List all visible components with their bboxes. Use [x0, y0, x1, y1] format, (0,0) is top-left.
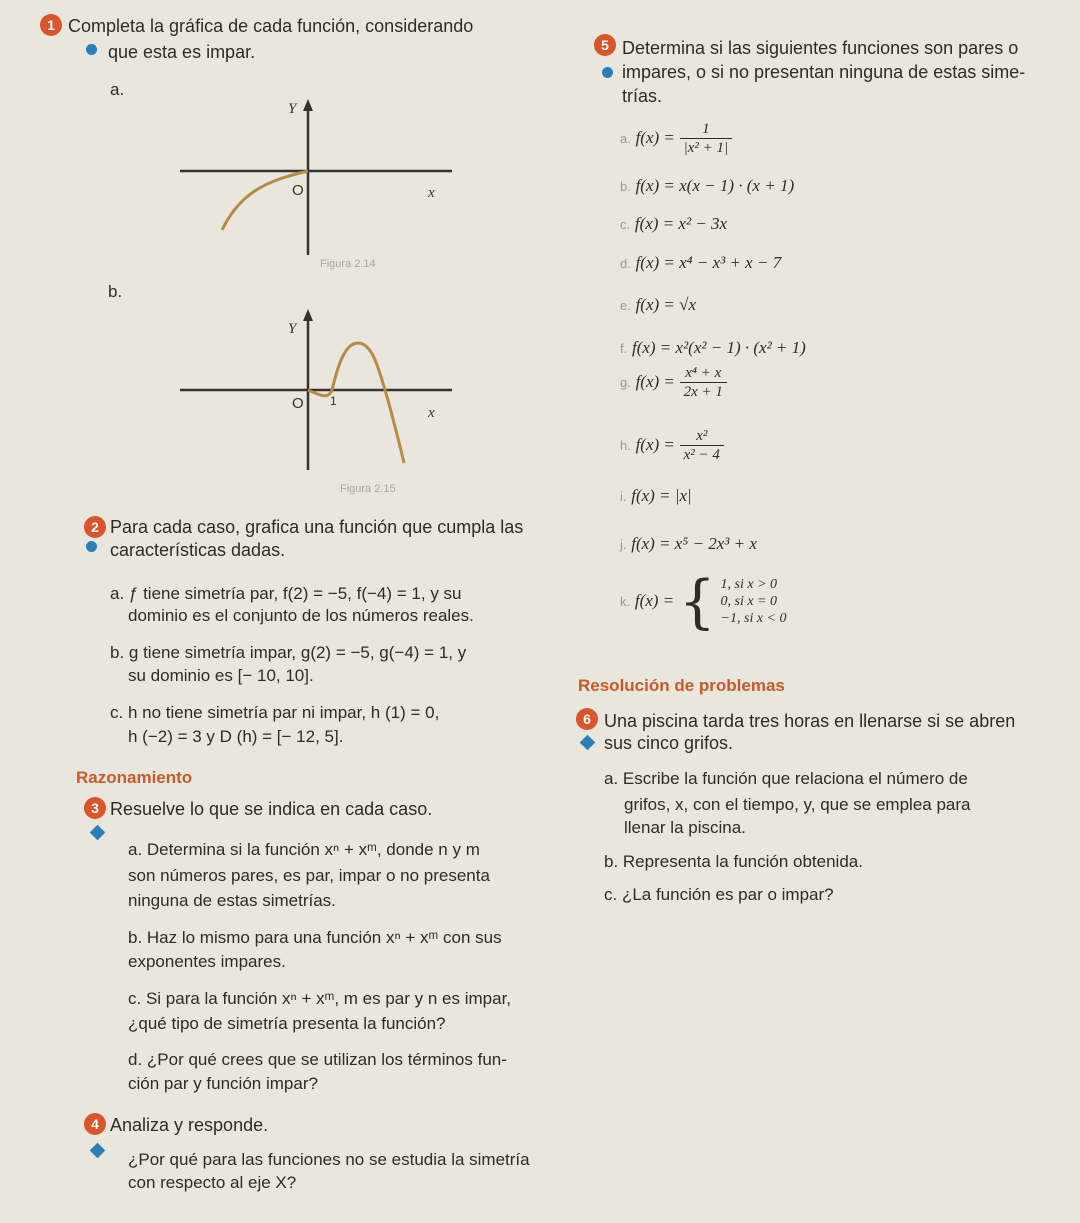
func-g-lhs: f(x) = [635, 372, 675, 391]
graph-b-caption: Figura 2.15 [340, 483, 396, 495]
graph-b-x-label: x [428, 405, 435, 421]
exercise-4-question-line1: ¿Por qué para las funciones no se estudia la simetría [128, 1150, 530, 1169]
graph-a-origin: O [292, 182, 304, 199]
exercise-3b-line2: exponentes impares. [128, 952, 286, 971]
func-e-expression: f(x) = √x [635, 295, 697, 314]
exercise-6-badge: 6 [576, 708, 598, 730]
exercise-5-line1: Determina si las siguientes funciones son pares o [622, 38, 1019, 58]
func-h-numerator: x² [680, 427, 724, 446]
section-resolucion: Resolución de problemas [578, 676, 785, 695]
exercise-3c-line1: c. Si para la función xⁿ + xᵐ, m es par y n es impar, [128, 989, 512, 1008]
exercise-1b-label: b. [108, 282, 123, 301]
func-f-expression: f(x) = x²(x² − 1) · (x² + 1) [631, 338, 806, 357]
exercise-3d-line2: ción par y función impar? [128, 1074, 318, 1093]
section-razonamiento: Razonamiento [76, 768, 193, 787]
exercise-2b-line2: su dominio es [− 10, 10]. [128, 666, 314, 685]
func-a-label: a. [620, 131, 631, 146]
func-a-lhs: f(x) = [635, 128, 675, 147]
exercise-3c-line2: ¿qué tipo de simetría presenta la función? [128, 1014, 446, 1033]
exercise-5-marker [602, 67, 613, 78]
func-k-case-2: 0, si x = 0 [720, 594, 778, 610]
func-a-denominator: |x² + 1| [683, 140, 729, 157]
exercise-3-title: Resuelve lo que se indica en cada caso. [110, 799, 433, 819]
func-j-expression: f(x) = x⁵ − 2x³ + x [631, 534, 757, 553]
graph-a-y-arrow [303, 99, 313, 111]
exercise-1-line2: que esta es impar. [108, 42, 256, 62]
func-c-expression: f(x) = x² − 3x [634, 214, 728, 233]
exercise-2b-line1: b. g tiene simetría impar, g(2) = −5, g(−4) = 1, y [110, 643, 467, 662]
exercise-5-badge: 5 [594, 34, 616, 56]
func-e [620, 295, 696, 316]
exercise-2a-line1: a. ƒ tiene simetría par, f(2) = −5, f(−4) = 1, y su [110, 584, 462, 603]
exercise-6b: b. Representa la función obtenida. [604, 852, 863, 871]
exercise-1a-label: a. [110, 80, 125, 99]
func-j [620, 534, 757, 555]
func-h-fraction [680, 427, 724, 464]
func-i-label: i. [620, 489, 627, 504]
exercise-3d-line1: d. ¿Por qué crees que se utilizan los términos fun- [128, 1050, 507, 1069]
exercise-4-question-line2: con respecto al eje X? [128, 1173, 297, 1192]
func-k-label: k. [620, 594, 631, 609]
func-d-label: d. [620, 256, 631, 271]
func-h [620, 425, 724, 466]
func-e-label: e. [620, 298, 631, 313]
func-i [620, 486, 692, 507]
func-h-denominator: x² − 4 [683, 447, 720, 464]
func-k [620, 567, 787, 636]
exercise-5-line2: impares, o si no presentan ninguna de estas sime- [622, 62, 1026, 82]
exercise-1-marker [86, 44, 97, 55]
graph-a-curve [222, 171, 308, 230]
func-d-expression: f(x) = x⁴ − x³ + x − 7 [635, 253, 782, 272]
graph-b [160, 305, 460, 500]
func-k-case-3: −1, si x < 0 [720, 611, 787, 627]
exercise-4-marker [90, 1143, 106, 1159]
graph-b-origin: O [292, 395, 304, 412]
graph-b-y-label: Y [288, 321, 297, 337]
graph-b-one-label: 1 [330, 394, 337, 408]
exercise-3a-line3: ninguna de estas simetrías. [128, 891, 336, 910]
func-f-label: f. [620, 341, 628, 356]
func-a-fraction [680, 120, 733, 157]
exercise-3-badge: 3 [84, 797, 106, 819]
exercise-2c-line1: c. h no tiene simetría par ni impar, h (1) = 0, [110, 703, 440, 722]
exercise-6a-line2: grifos, x, con el tiempo, y, que se emplea para [624, 795, 971, 814]
func-f [620, 338, 806, 359]
exercise-6-line2: sus cinco grifos. [604, 733, 734, 753]
func-j-label: j. [620, 537, 627, 552]
exercise-5-line3: trías. [622, 86, 663, 106]
exercise-6a-line1: a. Escribe la función que relaciona el número de [604, 769, 968, 788]
graph-a-caption: Figura 2.14 [320, 258, 376, 270]
exercise-3a-line2: son números pares, es par, impar o no presenta [128, 866, 490, 885]
func-a [620, 118, 732, 159]
graph-a [160, 95, 460, 270]
func-b [620, 176, 794, 197]
exercise-6a-line3: llenar la piscina. [624, 818, 746, 837]
func-k-cases [721, 576, 787, 627]
exercise-2-badge: 2 [84, 516, 106, 538]
graph-b-curve [308, 343, 404, 463]
exercise-6-marker [580, 735, 596, 751]
exercise-3-marker [90, 825, 106, 841]
exercise-2-line2: características dadas. [110, 540, 286, 560]
exercise-2-line1: Para cada caso, grafica una función que cumpla las [110, 517, 524, 537]
graph-a-y-label: Y [288, 101, 297, 117]
func-h-lhs: f(x) = [635, 435, 675, 454]
exercise-1-badge: 1 [40, 14, 62, 36]
func-g [620, 362, 727, 403]
graph-b-y-arrow [303, 309, 313, 321]
func-i-expression: f(x) = |x| [631, 486, 692, 505]
func-g-label: g. [620, 375, 631, 390]
func-b-label: b. [620, 179, 631, 194]
exercise-4-badge: 4 [84, 1113, 106, 1135]
func-k-case-1: 1, si x > 0 [720, 577, 778, 593]
func-a-numerator: 1 [680, 120, 733, 139]
func-k-lhs: f(x) = [634, 591, 675, 610]
exercise-2a-line2: dominio es el conjunto de los números reales. [128, 606, 474, 625]
func-c-label: c. [620, 217, 631, 232]
exercise-3b-line1: b. Haz lo mismo para una función xⁿ + xᵐ con sus [128, 928, 502, 947]
func-h-label: h. [620, 438, 631, 453]
exercise-1-line1: Completa la gráfica de cada función, considerando [68, 16, 474, 36]
func-g-numerator: x⁴ + x [680, 364, 727, 383]
exercise-2c-line2: h (−2) = 3 y D (h) = [− 12, 5]. [128, 727, 344, 746]
func-k-brace: { [678, 567, 716, 636]
func-g-denominator: 2x + 1 [683, 384, 723, 401]
exercise-2-marker [86, 541, 97, 552]
func-d [620, 253, 781, 274]
exercise-6-line1: Una piscina tarda tres horas en llenarse si se abren [604, 711, 1016, 731]
exercise-3a-line1: a. Determina si la función xⁿ + xᵐ, donde n y m [128, 840, 480, 859]
func-g-fraction [680, 364, 727, 401]
exercise-6c: c. ¿La función es par o impar? [604, 885, 834, 904]
graph-a-x-label: x [428, 185, 435, 201]
func-c [620, 214, 727, 235]
exercise-4-title: Analiza y responde. [110, 1115, 269, 1135]
func-b-expression: f(x) = x(x − 1) · (x + 1) [635, 176, 795, 195]
